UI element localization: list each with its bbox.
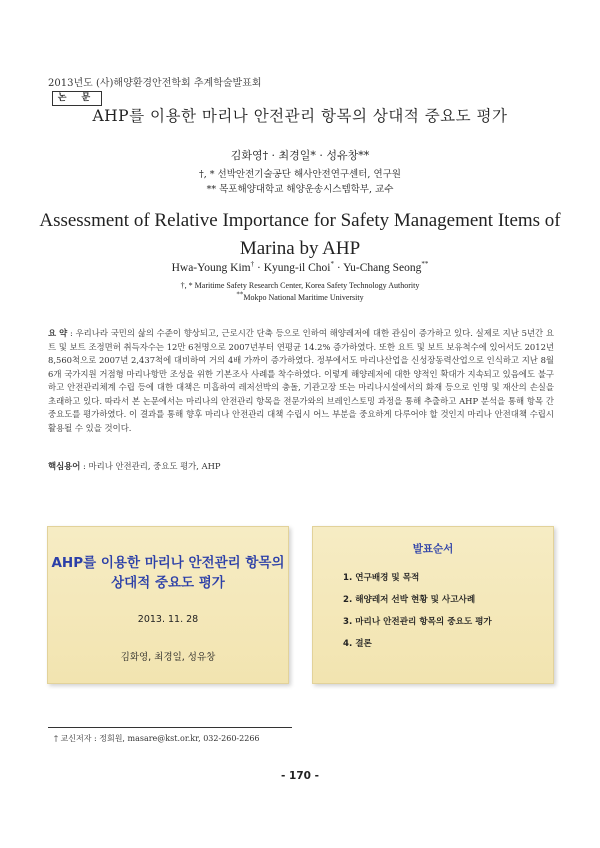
paper-type-badge: 논 문: [52, 91, 102, 106]
author-3-mark: **: [421, 260, 429, 269]
abstract: [48, 327, 554, 435]
author-3: · Yu-Chang Seong: [333, 262, 422, 274]
outline-item: 4. 결론: [343, 639, 372, 649]
slide-authors: 김화영, 최경일, 성유창: [120, 652, 216, 663]
corresponding-author-footnote: † 교신저자 : 정회원, masare@kst.or.kr, 032-260-2266: [54, 734, 260, 743]
abstract-label: 요 약: [48, 328, 68, 338]
outline-slide: [312, 526, 554, 684]
slide-date: 2013. 11. 28: [137, 614, 199, 625]
outline-item: 1. 연구배경 및 목적: [343, 573, 420, 583]
author-2-mark: *: [330, 260, 334, 269]
english-affiliation-2: [0, 290, 600, 302]
slide-title: [48, 553, 288, 593]
conference-header: 2013년도 (사)해양환경안전학회 추계학술발표회: [48, 78, 262, 89]
affiliation-mark: **: [236, 290, 244, 299]
author-2: · Kyung-il Choi: [254, 262, 331, 274]
english-title: Assessment of Relative Importance for Safety Management Items of Marina by AHP: [39, 210, 561, 259]
author-1: Hwa-Young Kim: [171, 262, 251, 274]
english-authors: [0, 262, 600, 274]
outline-item: 2. 해양레저 선박 현황 및 사고사례: [343, 595, 476, 605]
abstract-text: : 우리나라 국민의 삶의 수준이 향상되고, 근로시간 단축 등으로 인하여 해양레저에 대한 관심이 증가하고 있다. 실제로 지난 5년간 요트 및 보트 조정면허 취득자수는 12만 6천명으로 2007년부터 연평균 14.2% 증가하였다. 또한 요트 및 보트 보유척수에 있어서도 2012년 8,560척으로 2007년 2,437척에 대비하여 거의 4배 가까이 증가하였다. 정부에서도 마리나산업을 신성장동력산업으로 인식하고 지난 8월 6개 국가지원 거점형 마리나항만 조성을 위한 기본조사 사례를 착수하였다. 이렇게 해양레저에 대한 양적인 확대가 지속되고 있음에도 불구하고 안전관리체계 수립 등에 대한 대책은 미흡하여 레저선박의 충돌, 기관고장 또는 마리나시설에서의 화재 등으로 인명 및 재산의 손실을 초래하고 있다. 따라서 본 논문에서는 마리나의 안전관리 항목을 전문가와의 브레인스토밍 과정을 통해 추출하고 AHP 분석을 통해 항목 간 중요도를 평가하였다. 이 결과를 통해 향후 마리나 안전관리 대책 수립시 어느 부분을 중요하게 다루어야 할 것인지 마리나 안전대책 수립시 활용될 수 있을 것이다.: [48, 328, 554, 433]
korean-affiliation-1: †, * 선박안전기술공단 해사안전연구센터, 연구원: [199, 169, 401, 180]
keywords: [48, 460, 221, 472]
title-slide: [47, 526, 289, 684]
footnote-divider: [48, 727, 292, 728]
affiliation-name: Mokpo National Maritime University: [243, 293, 364, 302]
outline-item: 3. 마리나 안전관리 항목의 중요도 평가: [343, 617, 492, 627]
outline-title: 발표순서: [412, 543, 454, 555]
slide-title-line-2: 상대적 중요도 평가: [111, 575, 225, 591]
keywords-label: 핵심용어: [48, 461, 81, 471]
korean-authors: 김화영† · 최경일* · 성유창**: [230, 149, 370, 162]
outline-list: [343, 572, 492, 660]
korean-title: AHP를 이용한 마리나 안전관리 항목의 상대적 중요도 평가: [92, 107, 508, 125]
page-number: - 170 -: [281, 770, 319, 782]
keywords-text: : 마리나 안전관리, 중요도 평가, AHP: [80, 461, 221, 471]
english-affiliation-1: †, * Maritime Safety Research Center, Korea Safety Technology Authority: [180, 281, 420, 290]
author-1-mark: †: [250, 260, 255, 269]
slide-title-line-1: AHP를 이용한 마리나 안전관리 항목의: [51, 555, 285, 571]
korean-affiliation-2: ** 목포해양대학교 해양운송시스템학부, 교수: [206, 184, 394, 195]
